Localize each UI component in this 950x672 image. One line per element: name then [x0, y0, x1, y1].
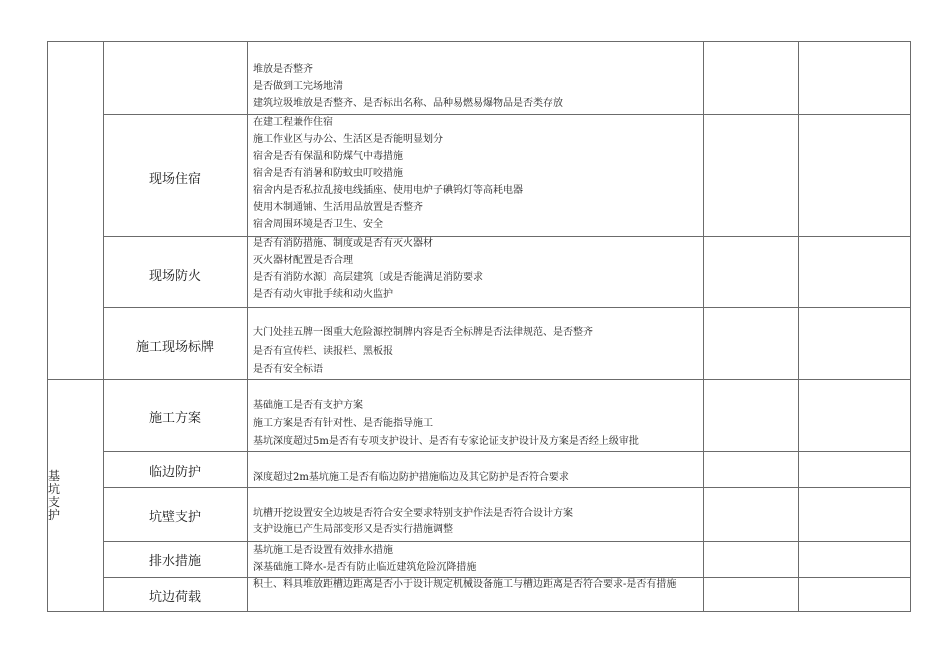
check-item: 支护设施已产生局部变形又是否实行措施调整 [253, 524, 453, 535]
check-item: 是否有消防措施、制度或是否有灭火器材 [253, 238, 433, 249]
check-item: 基础施工是否有支护方案 [253, 400, 363, 411]
row-divider [103, 236, 911, 237]
check-item: 堆放是否整齐 [253, 64, 313, 75]
section-label-char: 护 [47, 508, 60, 522]
check-item: 在建工程兼作住宿 [253, 117, 333, 128]
table-bottom-border [47, 611, 911, 612]
row-divider [103, 114, 911, 115]
section-divider [47, 379, 911, 380]
table-left-border [47, 41, 48, 612]
category-label: 施工现场标牌 [135, 340, 214, 355]
check-item: 深度超过2m基坑施工是否有临边防护措施临边及其它防护是否符合要求 [253, 472, 569, 483]
column-divider [798, 41, 799, 612]
check-item: 宿舍是否有消暑和防蚊虫叮咬措施 [253, 168, 403, 179]
check-item: 是否做到工完场地清 [253, 81, 343, 92]
row-divider [103, 487, 911, 488]
check-item: 宿舍内是否私拉乱接电线插座、使用电炉子碘钨灯等高耗电器 [253, 185, 523, 196]
check-item: 大门处挂五牌一图重大危险源控制牌内容是否全标牌是否法律规范、是否整齐 [253, 327, 593, 338]
category-label: 排水措施 [148, 554, 201, 569]
check-item: 施工方案是否有针对性、是否能指导施工 [253, 418, 433, 429]
check-item: 宿舍是否有保温和防煤气中毒措施 [253, 151, 403, 162]
table-right-border [910, 41, 911, 612]
section-label [47, 470, 61, 522]
category-label: 现场防火 [148, 269, 201, 284]
check-item: 建筑垃圾堆放是否整齐、是否标出名称、品种易燃易爆物品是否类存放 [253, 98, 563, 109]
check-item: 是否有安全标语 [253, 364, 323, 375]
row-divider [103, 541, 911, 542]
category-label: 现场住宿 [148, 172, 201, 187]
check-item: 坑槽开挖设置安全边坡是否符合安全要求特别支护作法是否符合设计方案 [253, 508, 573, 519]
check-item: 是否有宣传栏、读报栏、黑板报 [253, 346, 393, 357]
column-divider [247, 41, 248, 612]
check-item: 宿舍周围环境是否卫生、安全 [253, 219, 383, 230]
check-item: 施工作业区与办公、生活区是否能明显划分 [253, 134, 443, 145]
check-item: 积土、料具堆放距槽边距离是否小于设计规定机械设备施工与槽边距离是否符合要求-是否有措施 [253, 579, 677, 590]
check-item: 使用木制通铺、生活用品放置是否整齐 [253, 202, 423, 213]
check-item: 基坑深度超过5m是否有专项支护设计、是否有专家论证支护设计及方案是否经上级审批 [253, 436, 639, 447]
check-item: 深基础施工降水-是否有防止临近建筑危险沉降措施 [253, 562, 477, 573]
column-divider [703, 41, 704, 612]
check-item: 是否有消防水源〕高层建筑〔或是否能满足消防要求 [253, 272, 483, 283]
check-item: 灭火器材配置是否合理 [253, 255, 353, 266]
category-label: 施工方案 [148, 411, 201, 426]
row-divider [103, 307, 911, 308]
column-divider [103, 41, 104, 612]
section-label-char: 基 [47, 469, 60, 483]
category-label: 坑边荷载 [148, 590, 201, 605]
check-item: 是否有动火审批手续和动火监护 [253, 289, 393, 300]
check-item: 基坑施工是否设置有效排水措施 [253, 545, 393, 556]
section-label-char: 坑 [47, 482, 60, 496]
table-top-border [47, 41, 911, 42]
row-divider [103, 451, 911, 452]
category-label: 临边防护 [148, 465, 201, 480]
category-label: 坑壁支护 [148, 510, 201, 525]
section-label-char: 支 [47, 495, 60, 509]
